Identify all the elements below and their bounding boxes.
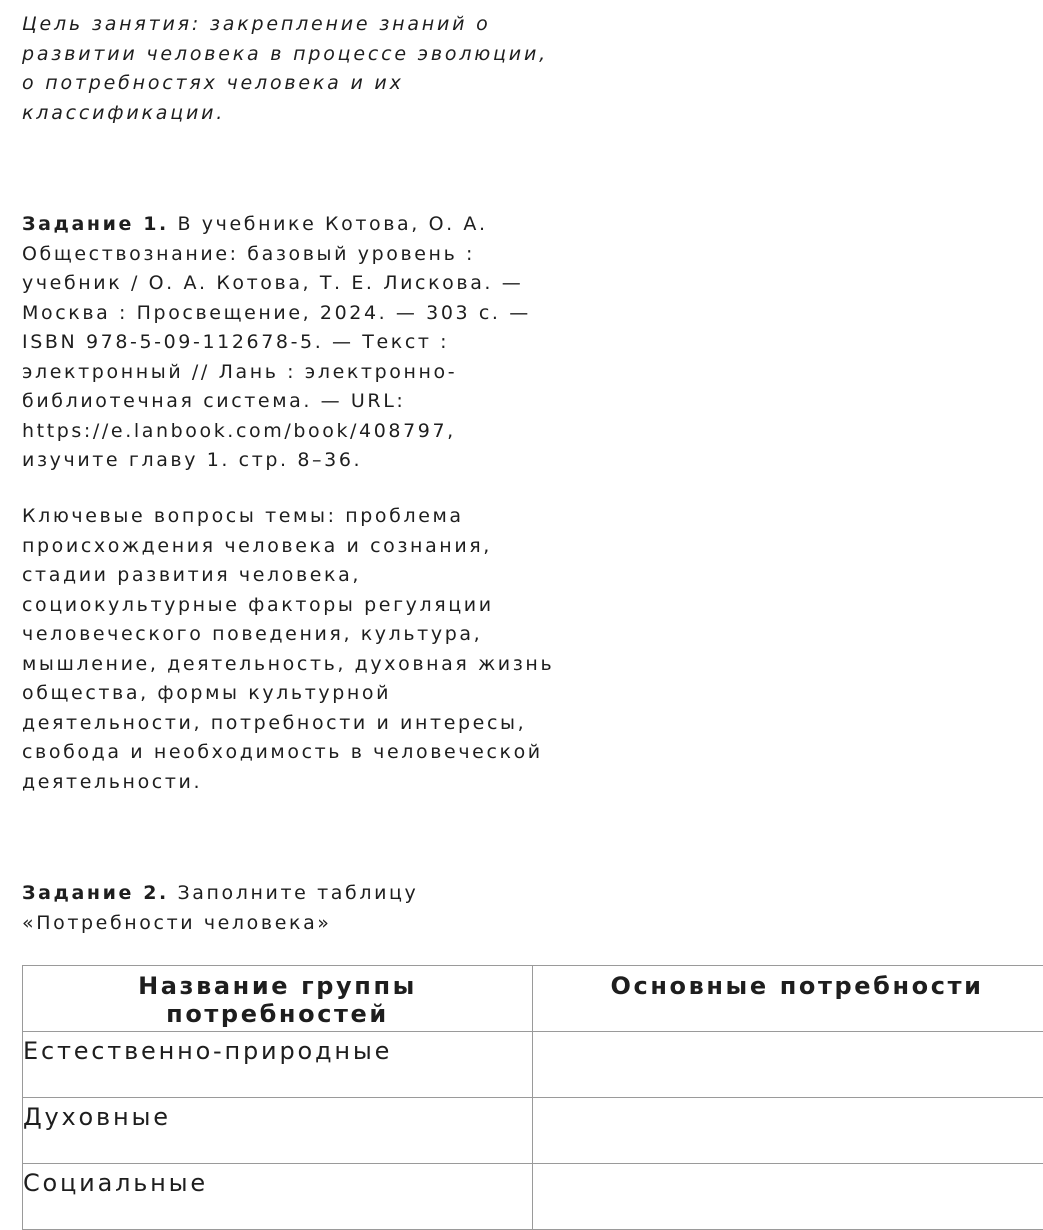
table-row	[23, 1098, 1043, 1164]
lesson-goal: Цель занятия: закрепление знаний о развитии человека в процессе эволюции, о потребностях человека и их классификации.	[22, 10, 582, 128]
needs-table	[22, 965, 1043, 1230]
needs-cell[interactable]	[533, 1032, 1043, 1098]
task-1-text: В учебнике Котова, О. А. Обществознание: базовый уровень : учебник / О. А. Котова, Т. Е. Лискова. — Москва : Просвещение, 2024. — 303 с. — ISBN 978-5-09-112678-5. — Текст : электронный // Лань : электронно- библиотечная система. — URL: https://e.lanbook.com/book/408797, изучите главу 1. стр. 8–36.	[22, 213, 531, 471]
header-main-needs: Основные потребности	[533, 966, 1043, 1032]
table-row	[23, 1164, 1043, 1230]
header-group-name: Название группы потребностей	[23, 966, 533, 1032]
group-cell: Духовные	[23, 1098, 533, 1164]
key-questions: Ключевые вопросы темы: проблема происхождения человека и сознания, стадии развития человека, социокультурные факторы регуляции человеческого поведения, культура, мышление, деятельность, духовная жизнь общества, формы культурной деятельности, потребности и интересы, свобода и необходимость в человеческой деятельности.	[22, 502, 582, 797]
task-2-heading: Задание 2.	[22, 882, 169, 904]
table-header-row	[23, 966, 1043, 1032]
needs-cell[interactable]	[533, 1098, 1043, 1164]
needs-cell[interactable]	[533, 1164, 1043, 1230]
task-1-heading: Задание 1.	[22, 213, 169, 235]
group-cell: Естественно-природные	[23, 1032, 533, 1098]
task-1	[22, 210, 582, 476]
table-row	[23, 1032, 1043, 1098]
task-2-text: Заполните таблицу «Потребности человека»	[22, 882, 418, 934]
task-2	[22, 879, 582, 938]
group-cell: Социальные	[23, 1164, 533, 1230]
